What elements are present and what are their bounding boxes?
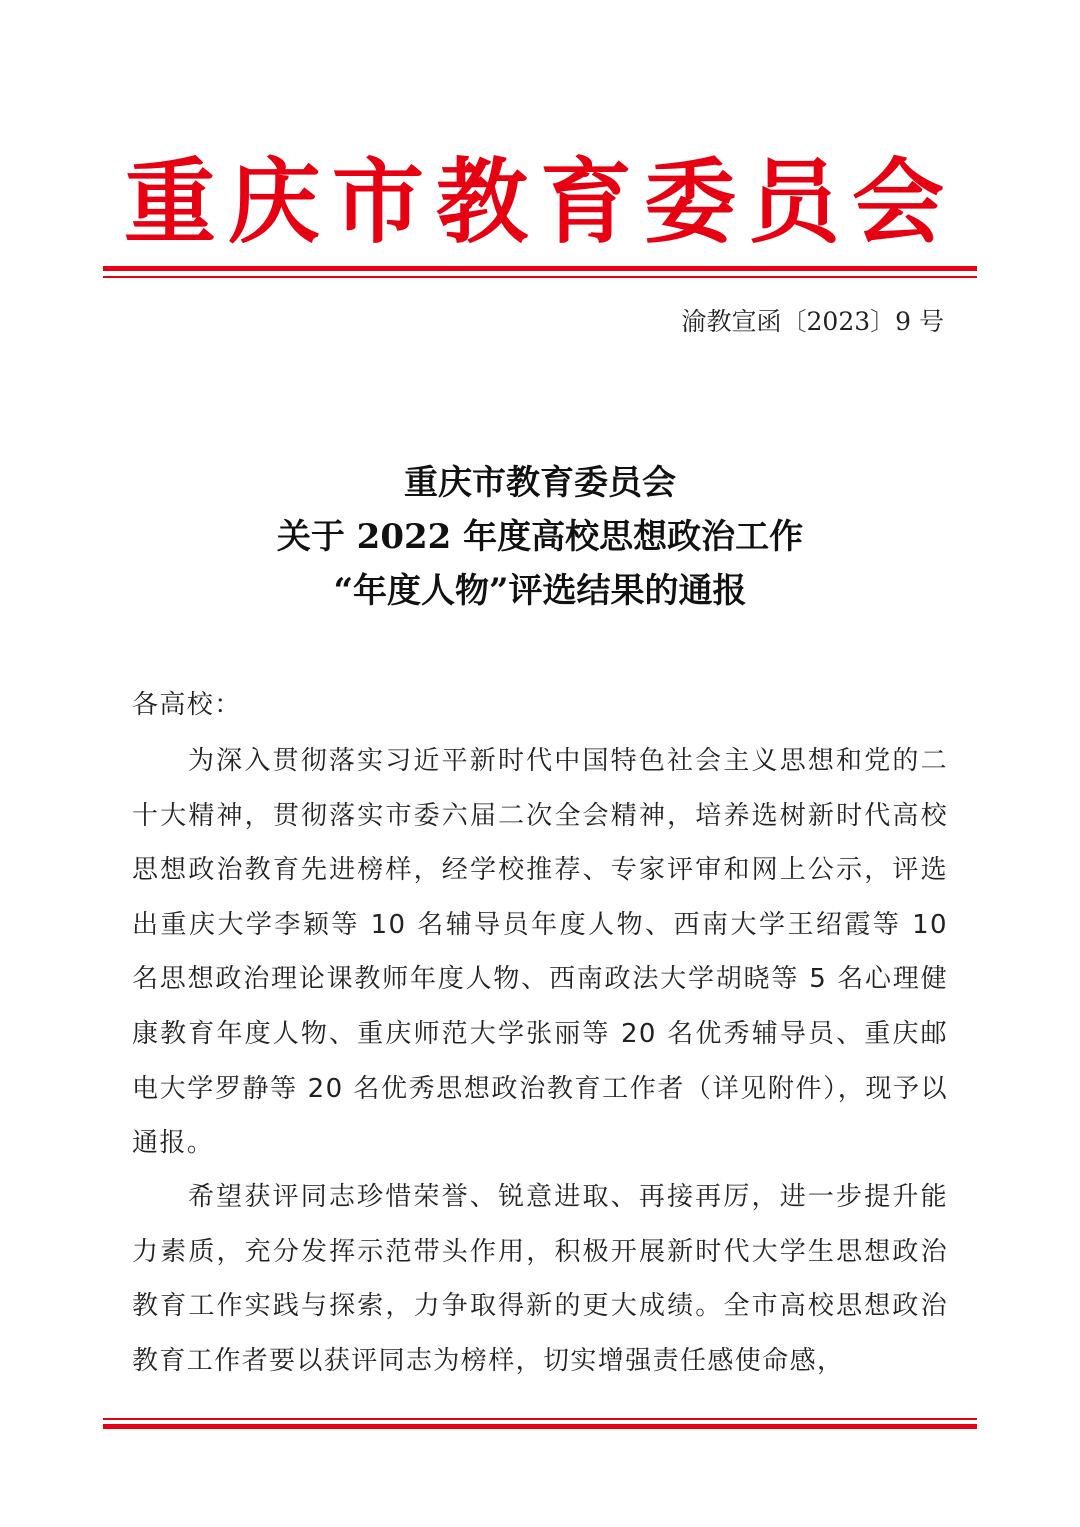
header-divider-thin [103,276,977,278]
title-line-1: 重庆市教育委员会 [404,463,676,503]
footer-divider-thin [103,1418,977,1420]
title-line-3: “年度人物”评选结果的通报 [333,571,747,611]
masthead-organization: 重庆市教育委员会 [123,149,956,256]
salutation: 各高校： [132,690,242,720]
header-divider-thick [103,266,977,271]
body-paragraph-1: 为深入贯彻落实习近平新时代中国特色社会主义思想和党的二十大精神，贯彻落实市委六届二次全会精神，培养选树新时代高校思想政治教育先进榜样，经学校推荐、专家评审和网上公示，评选出重庆大学李颖等 10 名辅导员年度人物、西南大学王绍霞等 10 名思想政治理论课教师年度人物、西南政法大学胡晓等 5 名心理健康教育年度人物、重庆师范大学张丽等 20 名优秀辅导员、重庆邮电大学罗静等 20 名优秀思想政治教育工作者（详见附件），现予以通报。 [132,746,948,1159]
footer-divider-thick [103,1424,977,1429]
body-paragraph-2: 希望获评同志珍惜荣誉、锐意进取、再接再厉，进一步提升能力素质，充分发挥示范带头作用，积极开展新时代大学生思想政治教育工作实践与探索，力争取得新的更大成绩。全市高校思想政治教育工作者要以获评同志为榜样，切实增强责任感使命感， [132,1182,948,1376]
document-number: 渝教宣函〔2023〕9 号 [681,307,944,336]
title-line-2: 关于 2022 年度高校思想政治工作 [276,517,804,557]
